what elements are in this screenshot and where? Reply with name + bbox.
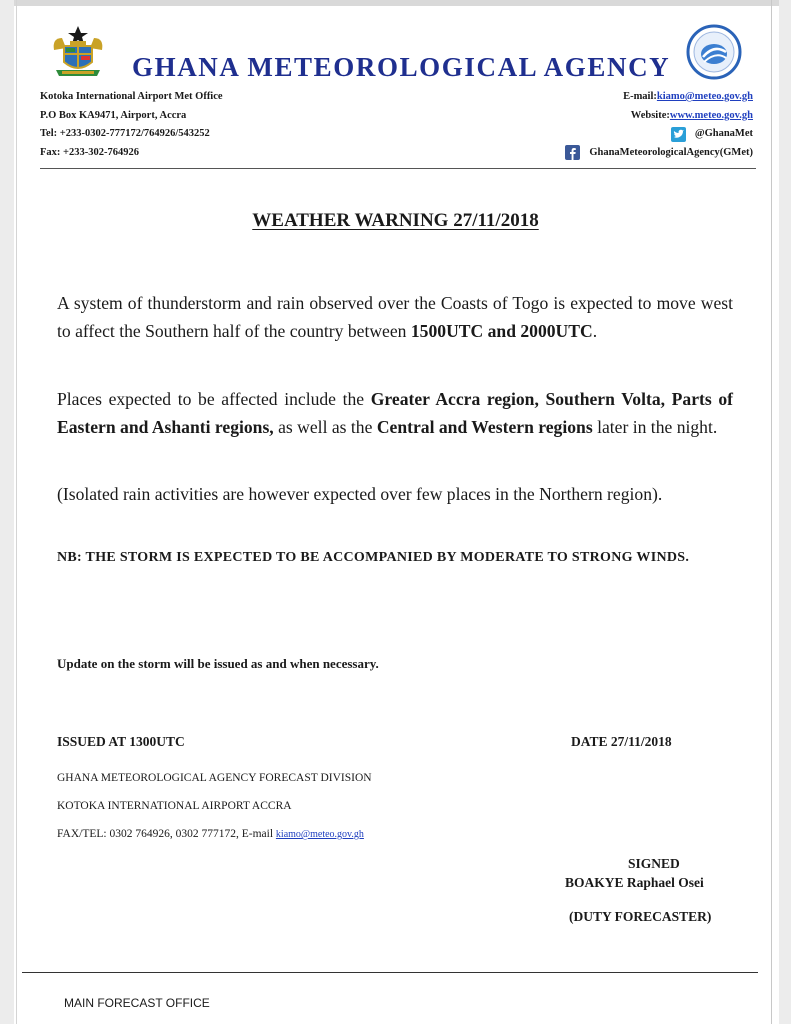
forecast-email-link[interactable]: kiamo@meteo.gov.gh: [275, 829, 364, 840]
office-address: P.O Box KA9471, Airport, Accra: [40, 109, 187, 121]
agency-name: GHANA METEOROLOGICAL AGENCY: [132, 52, 671, 82]
facebook-row: [565, 144, 753, 163]
document-left-edge: [0, 0, 14, 1024]
online-contact-block: [565, 88, 753, 162]
coat-of-arms-icon: [50, 24, 106, 80]
forecast-paragraph-3: (Isolated rain activities are however expected over few places in the Northern region).: [57, 484, 663, 504]
signed-label: SIGNED: [628, 856, 680, 871]
p2-text-1: Places expected to be affected include the: [57, 389, 371, 409]
forecast-division-name: GHANA METEOROLOGICAL AGENCY FORECAST DIVISION: [57, 772, 372, 784]
p1-text-1: A system of thunderstorm and rain observed over the Coasts of Togo is expected to move west to affect the Southern half of the country between: [57, 293, 733, 341]
issue-date: DATE 27/11/2018: [571, 734, 672, 749]
facebook-icon: [565, 145, 580, 160]
footer-office: MAIN FORECAST OFFICE: [64, 996, 210, 1010]
p1-time-window: 1500UTC and 2000UTC: [410, 321, 593, 341]
forecast-paragraph-1: [57, 289, 733, 345]
p2-text-3: later in the night.: [592, 417, 718, 437]
forecast-contact-text: FAX/TEL: 0302 764926, 0302 777172, E-mail: [57, 828, 276, 840]
signer-name: BOAKYE Raphael Osei: [565, 875, 704, 890]
warning-title-text: WEATHER WARNING 27/11/2018: [252, 210, 539, 231]
document-right-border: [771, 0, 772, 1024]
website-row: [565, 107, 753, 126]
website-label: Website:: [630, 109, 670, 121]
p1-text-2: .: [592, 321, 598, 341]
forecast-division-contact: [57, 828, 364, 840]
signer-role: (DUTY FORECASTER): [569, 909, 712, 924]
p2-text-2: as well as the: [273, 417, 377, 437]
footer-divider: [22, 972, 758, 973]
facebook-page: GhanaMeteorologicalAgency(GMet): [589, 146, 753, 158]
update-note: Update on the storm will be issued as and when necessary.: [57, 656, 379, 671]
office-telephone: Tel: +233-0302-777172/764926/543252: [40, 128, 210, 139]
wind-note: NB: THE STORM IS EXPECTED TO BE ACCOMPANIED BY MODERATE TO STRONG WINDS.: [57, 550, 690, 565]
document-right-edge: [779, 0, 791, 1024]
office-fax: Fax: +233-302-764926: [40, 146, 140, 158]
office-name: Kotoka International Airport Met Office: [40, 91, 223, 102]
office-contact-block: [40, 88, 223, 162]
email-label: E-mail:: [623, 91, 657, 102]
forecast-paragraph-2: [57, 385, 733, 441]
document-left-border: [16, 0, 17, 1024]
forecast-division-location: KOTOKA INTERNATIONAL AIRPORT ACCRA: [57, 800, 292, 812]
p2-affected-regions: Greater Accra region, Southern Volta, Parts of Eastern and Ashanti regions,: [57, 389, 733, 437]
gmet-logo-icon: [686, 24, 742, 80]
issued-time: ISSUED AT 1300UTC: [57, 734, 185, 749]
p2-later-regions: Central and Western regions: [376, 417, 593, 437]
website-link[interactable]: www.meteo.gov.gh: [669, 109, 753, 121]
twitter-handle: @GhanaMet: [694, 128, 753, 139]
email-link[interactable]: kiamo@meteo.gov.gh: [656, 91, 753, 102]
email-row: [565, 88, 753, 107]
twitter-row: [565, 125, 753, 144]
screen-top-bar: [0, 0, 791, 6]
warning-title: [0, 210, 791, 232]
twitter-icon: [671, 127, 686, 142]
header-divider: [40, 168, 756, 169]
